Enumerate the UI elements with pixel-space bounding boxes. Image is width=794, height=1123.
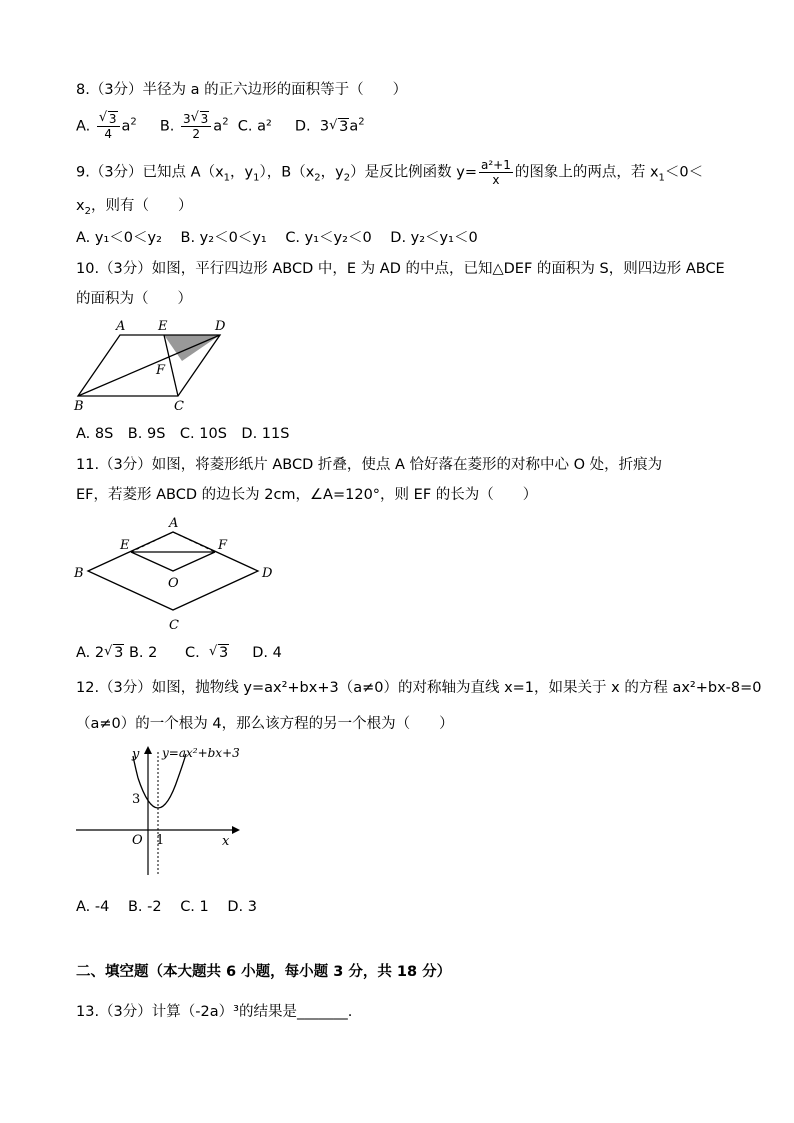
q9-line2: $x_2$，则有（ ） [76,198,193,217]
q10-label-b: B [74,399,84,414]
q10-label-f: F [156,363,166,378]
q9-function-frac: $\frac{\text{a²+1}}{x}$ [480,158,511,187]
q10-label-e: E [158,319,168,334]
q11-line1: 11.（3分）如图，将菱形纸片 ABCD 折叠，使点 A 恰好落在菱形的对称中心 O 处，折痕为 [76,457,663,473]
q12-label-origin: O [132,833,143,848]
q11-label-c: C [169,618,179,633]
q12-opt-b: B. -2 [127,899,162,915]
q12-label-three: 3 [132,792,141,807]
q12-opt-d: D. 3 [227,899,257,915]
q10-label-c: C [174,399,184,414]
q11-rhombus-figure [72,515,282,635]
section-2-heading: 二、填空题（本大题共 6 小题，每小题 3 分，共 18 分） [76,964,452,980]
q8-opt-c: C. a² [237,118,272,135]
q12-x-arrow [232,826,240,834]
q8-opt-a-frac: √ $\frac{3}{4}$ [97,112,120,141]
q8-opt-b-label: B. [159,118,175,135]
q12-label-curve: y=ax²+bx+3 [162,746,240,760]
q9-options [76,228,492,248]
q11-label-e: E [120,538,130,553]
q10-line2: 的面积为（ ） [76,291,192,307]
q11-label-o: O [168,576,179,591]
q11-label-a: A [169,516,179,531]
q11-label-d: D [262,566,273,581]
q10-options: A. 8S B. 9S C. 10S D. 11S [76,426,290,442]
q11-options [76,643,282,663]
q12-label-y: y [132,747,140,762]
q11-label-f: F [218,538,228,553]
q9-opt-b: B. y₂＜0＜y₁ [180,230,267,246]
q11-opt-a-sqrt: √ 3 [104,643,124,663]
q12-opt-a: A. -4 [76,899,110,915]
q11-label-b: B [74,566,84,581]
q11-opt-d: D. 4 [252,645,282,661]
q13-stem: 13.（3分）计算（-2a）³的结果是_______. [76,1004,353,1020]
q12-label-x: x [222,834,230,849]
q9-opt-c: C. y₁＜y₂＜0 [285,230,372,246]
q12-parabola-graph [72,742,252,877]
q10-label-a: A [116,319,126,334]
q12-line1: 12.（3分）如图，抛物线 y=ax²+bx+3（a≠0）的对称轴为直线 x=1，如果关于 x 的方程 ax²+bx-8=0 [76,680,762,696]
q11-opt-a-label: A. 2 [76,645,105,661]
q11-opt-b: B. 2 [128,645,158,661]
q8-options: A. √ $\frac{3}{4}$ $a^2$ B. $\frac{3√ 3}{2}$ $a^2$ C. a² D. 3√ $3a^2$ [76,112,365,140]
q12-label-one: 1 [156,833,165,848]
q9-opt-d: D. y₂＜y₁＜0 [390,230,478,246]
q12-opt-c: C. 1 [180,899,209,915]
q8-opt-a-label: A. [76,118,91,135]
q8-opt-d-sqrt: √ 3 [329,113,349,141]
q11-folded-edges [131,552,215,571]
q12-line2: （a≠0）的一个根为 4，那么该方程的另一个根为（ ） [76,716,454,732]
q8-stem: 8.（3分）半径为 a 的正六边形的面积等于（ ） [76,82,408,98]
q9-opt-a: A. y₁＜0＜y₂ [76,230,162,246]
q10-parallelogram-figure [72,316,242,416]
q10-label-d: D [215,319,226,334]
q9-stem: 9.（3分）已知点 $A(x_1$，$y_1$），$B(x_2$，$y_2$）是反比例函数 y= $\frac{\text{a²+1}}{x}$ 的图象上的两点，若 $x_1<0<$ [76,158,704,187]
q12-y-arrow [144,746,152,754]
q12-options [76,897,271,917]
q8-opt-b-frac: $\frac{3√ 3}{2}$ [181,112,211,141]
q11-line2: EF，若菱形 ABCD 的边长为 2cm，∠A=120°，则 EF 的长为（ ） [76,487,538,503]
q8-opt-d-label: D. [294,118,311,135]
q11-opt-c-label: C. [185,645,200,661]
q10-line1: 10.（3分）如图，平行四边形 ABCD 中，E 为 AD 的中点，已知△DEF 的面积为 S，则四边形 ABCE [76,261,725,277]
q11-opt-c-sqrt: √ 3 [209,643,229,663]
